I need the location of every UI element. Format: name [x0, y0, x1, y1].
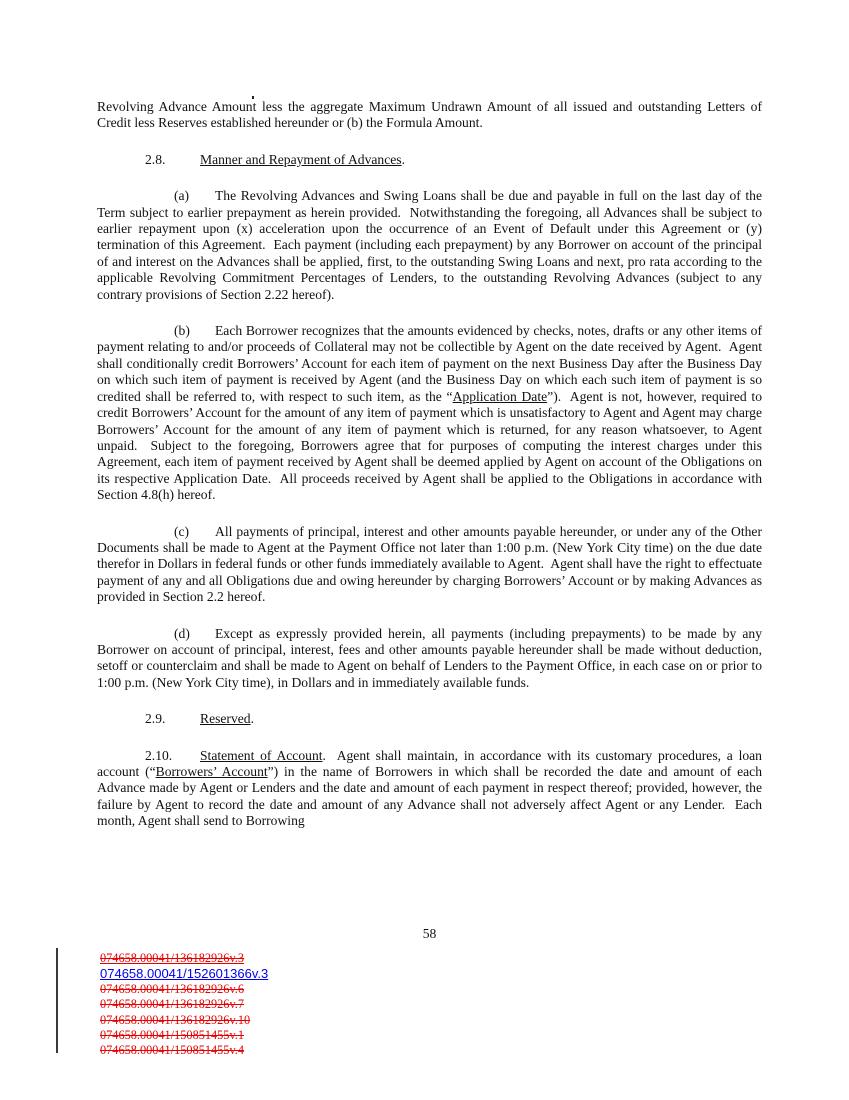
paragraph-0 [97, 99, 762, 132]
document-body [97, 99, 762, 830]
text-run: ”). Agent is not, however, required to credit Borrowers’ Account for the amount of any item of payment which is unsatisfactory to Agent and Agent may charge Borrowers’ Account for the amount of any item of payment which is returned, for any reason whatsoever, to Agent unpaid. Subject to the foregoing, Borrowers agree that for purposes of computing the interest charges under this Agreement, each item of payment received by Agent shall be deemed applied by Agent on account of the Obligations on its respective Application Date. All proceeds received by Agent shall be applied to the Obligations in accordance with Section 4.8(h) hereof. [97, 388, 762, 503]
section-number: 2.9. [145, 711, 166, 727]
section-heading-2.9. [97, 711, 762, 727]
text-run: The Revolving Advances and Swing Loans shall be due and payable in full on the last day of the Term subject to earlier prepayment as herein provided. Notwithstanding the foregoing, all Advances shall be subject to earlier repayment upon (x) acceleration upon the occurrence of an Event of Default under this Agreement or (y) termination of this Agreement. Each payment (including each prepayment) by any Borrower on account of the principal of and interest on the Advances shall be applied, first, to the outstanding Swing Loans and next, pro rata according to the applicable Revolving Commitment Percentages of Lenders, to the outstanding Revolving Advances (subject to any contrary provisions of Section 2.22 hereof). [97, 188, 762, 302]
text-run: . Agent shall maintain, in accordance with its customary procedures, a loan account (“ [97, 747, 762, 779]
revision-stamp-deleted: 074658.00041/150851455v.1 [100, 1028, 245, 1043]
revision-stamp-deleted: 074658.00041/136182926v.10 [100, 1012, 251, 1027]
underlined-term: Statement of Account [200, 747, 323, 763]
paragraph-b [97, 323, 762, 503]
paragraph-a [97, 188, 762, 303]
paragraph-2.10. [97, 748, 762, 830]
text-run: All payments of principal, interest and other amounts payable hereunder, or under any of the Other Documents shall be made to Agent at the Payment Office not later than 1:00 p.m. (New York City time) on the due date therefor in Dollars in federal funds or other funds immediately available to Agent. Agent shall have the right to effectuate payment of any and all Obligations due and owing hereunder by charging Borrowers’ Account or by making Advances as provided in Section 2.2 hereof. [97, 523, 762, 605]
subsection-marker: (b) [174, 323, 190, 339]
section-number: 2.8. [145, 151, 166, 167]
revision-stamp-deleted: 074658.00041/136182926v.3 [100, 951, 245, 965]
underlined-term: Reserved [200, 711, 251, 727]
revision-stamps-list [100, 951, 268, 1059]
revision-stamp-deleted: 074658.00041/150851455v.4 [100, 1043, 245, 1058]
revision-stamp-deleted: 074658.00041/136182926v.7 [100, 997, 245, 1012]
subsection-marker: (a) [174, 188, 190, 204]
text-run: . [401, 151, 405, 167]
text-run: Revolving Advance Amount less the aggregate Maximum Undrawn Amount of all issued and outstanding Letters of Credit less Reserves established hereunder or (b) the Formula Amount. [97, 99, 762, 131]
text-run: Except as expressly provided herein, all payments (including prepayments) to be made by any Borrower on account of principal, interest, fees and other amounts payable hereunder shall be made without deduction, setoff or counterclaim and shall be made to Agent on behalf of Lenders to the Payment Office, in each case on or prior to 1:00 p.m. (New York City time), in Dollars and in immediately available funds. [97, 625, 762, 690]
text-run: . [250, 711, 254, 727]
revision-stamp-deleted: 074658.00041/136182926v.6 [100, 981, 245, 996]
section-heading-2.8. [97, 152, 762, 168]
paragraph-c [97, 524, 762, 606]
text-run: Each Borrower recognizes that the amounts evidenced by checks, notes, drafts or any other items of payment relating to and/or proceeds of Collateral may not be collectible by Agent on the date received by Agent. Agent shall conditionally credit Borrowers’ Account for each item of payment on the next Business Day after the Business Day on which such item of payment is received by Agent (and the Business Day on which each such item of payment is so credited shall be referred to, with respect to such item, as the “ [97, 323, 762, 404]
text-run: ”) in the name of Borrowers in which shall be recorded the date and amount of each Advance made by Agent or Lenders and the date and amount of each payment in respect thereof; provided, however, the failure by Agent to record the date and amount of any Advance shall not adversely affect Agent or any Lender. Each month, Agent shall send to Borrowing [97, 764, 762, 829]
paragraph-d [97, 626, 762, 692]
section-number: 2.10. [145, 747, 173, 763]
revision-stamp-current: 074658.00041/152601366v.3 [100, 966, 269, 982]
underlined-term: Borrowers’ Account [155, 764, 268, 779]
subsection-marker: (c) [174, 523, 190, 539]
underlined-term: Manner and Repayment of Advances [200, 151, 402, 167]
subsection-marker: (d) [174, 625, 190, 641]
page-number: 58 [422, 926, 437, 941]
underlined-term: Application Date [452, 388, 548, 404]
revision-change-bar [56, 948, 58, 1053]
